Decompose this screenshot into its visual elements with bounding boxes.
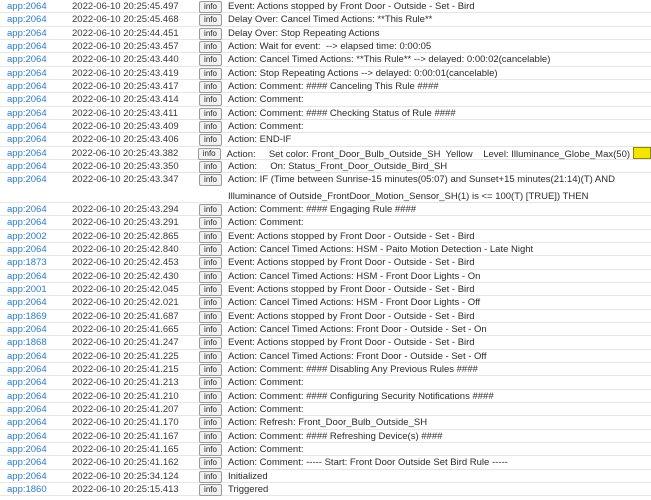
log-message-text: Action: Cancel Timed Actions: **This Rule** --> delayed: 0:00:02(cancelable) — [228, 54, 551, 66]
log-timestamp: 2022-06-10 20:25:43.350 — [72, 160, 179, 172]
log-level-badge: info — [199, 121, 222, 133]
log-timestamp: 2022-06-10 20:25:42.021 — [72, 297, 179, 309]
log-source-link[interactable]: app:1869 — [7, 310, 47, 322]
log-message-text: Action: On: Status_Front_Door_Outside_Bird_SH — [228, 160, 448, 172]
log-source-link[interactable]: app:2064 — [7, 147, 47, 159]
log-message-text: Action: Comment: ----- Start: Front Door Outside Set Bird Rule ----- — [228, 457, 508, 469]
log-row — [0, 310, 651, 323]
log-level-badge: info — [199, 471, 222, 483]
log-row — [0, 323, 651, 336]
log-level-cell — [196, 173, 225, 186]
log-message-text: Delay Over: Stop Repeating Actions — [228, 27, 380, 39]
log-row — [0, 256, 651, 269]
log-level-badge: info — [199, 284, 222, 296]
log-message — [225, 256, 651, 269]
log-message — [225, 430, 651, 443]
log-level-cell — [196, 160, 225, 173]
log-message-text: Action: Cancel Timed Actions: Front Door - Outside - Set - Off — [228, 350, 487, 362]
log-message-text: Action: Comment: — [228, 403, 304, 415]
log-message — [225, 203, 651, 216]
log-timestamp: 2022-06-10 20:25:41.165 — [72, 443, 179, 455]
log-message-text: Action: Comment: #### Configuring Security Notifications #### — [228, 390, 494, 402]
log-message-text: Event: Actions stopped by Front Door - Outside - Set - Bird — [228, 1, 475, 12]
log-level-badge: info — [199, 377, 222, 389]
log-message-text: Action: Comment: — [228, 94, 304, 106]
log-message — [225, 160, 651, 173]
log-row — [0, 173, 651, 203]
log-source-link[interactable]: app:2064 — [7, 203, 47, 215]
log-timestamp: 2022-06-10 20:25:43.382 — [71, 147, 179, 159]
log-timestamp: 2022-06-10 20:25:41.213 — [72, 377, 179, 389]
log-level-badge: info — [199, 1, 222, 13]
log-message-text: Action: Comment: — [228, 443, 304, 455]
log-level-badge: info — [199, 161, 222, 173]
log-level-badge: info — [198, 148, 221, 160]
log-row — [0, 203, 651, 216]
log-level-badge: info — [199, 174, 222, 186]
log-message — [224, 147, 651, 161]
log-timestamp: 2022-06-10 20:25:43.440 — [72, 54, 179, 66]
log-timestamp: 2022-06-10 20:25:43.417 — [72, 80, 179, 92]
log-message — [225, 283, 651, 296]
log-timestamp: 2022-06-10 20:25:43.294 — [72, 203, 179, 215]
log-timestamp: 2022-06-10 20:25:41.665 — [72, 323, 179, 335]
log-level-cell — [196, 216, 225, 229]
log-message-text: Action: Set color: Front_Door_Bulb_Outside_SH Yellow Level: Illuminance_Globe_Max(50) — [226, 148, 631, 160]
log-level-badge: info — [199, 108, 222, 120]
log-timestamp: 2022-06-10 20:25:43.347 — [72, 174, 179, 186]
log-row — [0, 296, 651, 309]
log-level-cell — [196, 336, 225, 349]
log-level-badge: info — [199, 244, 222, 256]
log-source-link[interactable]: app:2064 — [7, 377, 47, 389]
log-level-badge: info — [199, 364, 222, 376]
log-level-badge: info — [199, 231, 222, 243]
log-message-text: Action: Cancel Timed Actions: Front Door - Outside - Set - On — [228, 323, 487, 335]
log-level-cell — [196, 270, 225, 283]
log-timestamp: 2022-06-10 20:25:41.167 — [72, 430, 179, 442]
log-level-badge: info — [199, 444, 222, 456]
log-row — [0, 0, 651, 13]
log-source-link[interactable]: app:2064 — [7, 470, 47, 482]
log-message-text: Action: Comment: #### Checking Status of Rule #### — [228, 107, 456, 119]
log-level-badge: info — [199, 81, 222, 93]
log-source-link[interactable]: app:2002 — [7, 230, 47, 242]
log-row — [0, 107, 651, 120]
log-source-link[interactable]: app:2001 — [7, 283, 47, 295]
log-message — [225, 296, 651, 309]
log-level-cell — [196, 390, 225, 403]
log-source-link[interactable]: app:2064 — [7, 390, 47, 402]
log-source-link[interactable]: app:2064 — [7, 297, 47, 309]
log-source-link[interactable]: app:2064 — [7, 160, 47, 172]
log-level-cell — [196, 67, 225, 80]
log-message-text: Event: Actions stopped by Front Door - Outside - Set - Bird — [228, 337, 475, 349]
log-timestamp: 2022-06-10 20:25:44.451 — [72, 27, 179, 39]
log-level-badge: info — [199, 417, 222, 429]
log-level-badge: info — [199, 484, 222, 496]
log-level-cell — [196, 107, 225, 120]
log-message — [225, 470, 651, 483]
log-message-text: Triggered — [228, 483, 269, 495]
log-message — [225, 443, 651, 456]
log-source-link[interactable]: app:2064 — [7, 120, 47, 132]
log-level-cell — [196, 0, 225, 13]
log-timestamp: 2022-06-10 20:25:34.124 — [72, 470, 179, 482]
log-source-link[interactable]: app:2064 — [7, 417, 47, 429]
log-message-text: Action: Comment: #### Engaging Rule #### — [228, 203, 417, 215]
log-message — [225, 107, 651, 120]
log-timestamp: 2022-06-10 20:25:45.468 — [72, 14, 179, 26]
log-timestamp: 2022-06-10 20:25:15.413 — [72, 483, 179, 495]
log-message — [225, 323, 651, 336]
log-row — [0, 216, 651, 229]
log-message-text: Action: Comment: #### Refreshing Device(s) #### — [228, 430, 443, 442]
log-level-badge: info — [199, 41, 222, 53]
log-message — [225, 40, 651, 53]
log-level-cell — [196, 53, 225, 66]
log-message — [225, 456, 651, 469]
log-message-text: Action: Cancel Timed Actions: HSM - Front Door Lights - On — [228, 270, 481, 282]
log-timestamp: 2022-06-10 20:25:41.170 — [72, 417, 179, 429]
log-level-badge: info — [199, 297, 222, 309]
log-source-link[interactable]: app:2064 — [7, 270, 47, 282]
log-message — [225, 133, 651, 146]
log-row — [0, 133, 651, 146]
log-timestamp: 2022-06-10 20:25:41.207 — [72, 403, 179, 415]
log-source-link[interactable]: app:2064 — [7, 457, 47, 469]
log-timestamp: 2022-06-10 20:25:41.210 — [72, 390, 179, 402]
log-level-cell — [196, 230, 225, 243]
log-timestamp: 2022-06-10 20:25:43.411 — [72, 107, 178, 119]
color-swatch — [633, 147, 651, 159]
log-timestamp: 2022-06-10 20:25:43.409 — [72, 120, 179, 132]
log-source-link[interactable]: app:2064 — [7, 107, 47, 119]
log-row — [0, 13, 651, 26]
log-message — [225, 403, 651, 416]
log-message — [225, 216, 651, 229]
log-message-text: Action: Cancel Timed Actions: HSM - Front Door Lights - Off — [228, 297, 481, 309]
log-message — [225, 173, 651, 203]
log-message — [225, 270, 651, 283]
log-message — [225, 336, 651, 349]
log-level-badge: info — [199, 14, 222, 26]
log-message-line: Action: IF (Time between Sunrise-15 minutes(05:07) and Sunset+15 minutes(21:14)(T) AND — [228, 174, 615, 186]
log-level-cell — [196, 403, 225, 416]
log-message-text: Action: Comment: — [228, 120, 304, 132]
log-timestamp: 2022-06-10 20:25:42.840 — [72, 243, 179, 255]
log-timestamp: 2022-06-10 20:25:41.162 — [72, 457, 179, 469]
log-row — [0, 243, 651, 256]
log-message — [225, 80, 651, 93]
log-level-badge: info — [199, 391, 222, 403]
log-source-link[interactable]: app:2064 — [7, 217, 47, 229]
log-message-text: Initialized — [228, 470, 268, 482]
log-timestamp: 2022-06-10 20:25:41.225 — [72, 350, 179, 362]
log-message — [225, 363, 651, 376]
log-source-link[interactable]: app:2064 — [7, 14, 47, 26]
log-level-cell — [196, 470, 225, 483]
log-level-badge: info — [199, 351, 222, 363]
log-message — [225, 27, 651, 40]
log-level-badge: info — [199, 94, 222, 106]
log-level-badge: info — [199, 28, 222, 40]
log-timestamp: 2022-06-10 20:25:43.291 — [72, 217, 179, 229]
log-level-cell — [196, 80, 225, 93]
log-row — [0, 230, 651, 243]
log-row — [0, 403, 651, 416]
log-source-link[interactable]: app:2064 — [7, 323, 47, 335]
log-source-link[interactable]: app:2064 — [7, 243, 47, 255]
log-level-cell — [196, 376, 225, 389]
log-level-cell — [196, 243, 225, 256]
log-level-cell — [196, 443, 225, 456]
log-row — [0, 350, 651, 363]
log-source-link[interactable]: app:2064 — [7, 134, 47, 146]
log-level-cell — [196, 456, 225, 469]
log-message-text: Action: Comment: — [228, 217, 304, 229]
log-message-text: Action: END-IF — [228, 134, 292, 146]
log-message — [225, 483, 651, 496]
log-message-line: Illuminance of Outside_FrontDoor_Motion_Sensor_SH(1) is <= 100(T) [TRUE]) THEN — [228, 190, 589, 202]
log-message-text: Action: Stop Repeating Actions --> delayed: 0:00:01(cancelable) — [228, 67, 498, 79]
log-level-cell — [195, 147, 224, 160]
log-timestamp: 2022-06-10 20:25:41.687 — [72, 310, 179, 322]
log-row — [0, 376, 651, 389]
log-level-badge: info — [199, 337, 222, 349]
log-source-link[interactable]: app:2064 — [7, 80, 47, 92]
log-timestamp: 2022-06-10 20:25:41.215 — [72, 363, 179, 375]
log-source-link[interactable]: app:2064 — [7, 67, 47, 79]
log-row — [0, 443, 651, 456]
log-level-cell — [196, 296, 225, 309]
log-message — [225, 390, 651, 403]
log-timestamp: 2022-06-10 20:25:41.247 — [72, 337, 179, 349]
log-source-link[interactable]: app:2064 — [7, 443, 47, 455]
log-level-badge: info — [199, 257, 222, 269]
log-message-text: Event: Actions stopped by Front Door - Outside - Set - Bird — [228, 310, 475, 322]
log-level-badge: info — [199, 217, 222, 229]
log-message — [225, 243, 651, 256]
log-level-badge: info — [199, 68, 222, 80]
log-message-text: Event: Actions stopped by Front Door - Outside - Set - Bird — [228, 283, 475, 295]
log-source-link[interactable]: app:2064 — [7, 27, 47, 39]
log-row — [0, 27, 651, 40]
log-source-link[interactable]: app:2064 — [7, 174, 47, 186]
log-message-text: Delay Over: Cancel Timed Actions: **This Rule** — [228, 14, 433, 26]
log-row — [0, 456, 651, 469]
log-source-link[interactable]: app:2064 — [7, 363, 47, 375]
log-level-badge: info — [199, 324, 222, 336]
log-level-badge: info — [199, 311, 222, 323]
log-row — [0, 80, 651, 93]
log-timestamp: 2022-06-10 20:25:42.865 — [72, 230, 179, 242]
log-row — [0, 53, 651, 66]
log-level-cell — [196, 120, 225, 133]
log-level-cell — [196, 310, 225, 323]
log-timestamp: 2022-06-10 20:25:42.045 — [72, 283, 179, 295]
log-level-badge: info — [199, 457, 222, 469]
log-message-text: Action: Refresh: Front_Door_Bulb_Outside_SH — [228, 417, 428, 429]
log-level-badge: info — [199, 431, 222, 443]
log-message — [225, 53, 651, 66]
log-message — [225, 0, 651, 13]
log-message — [225, 350, 651, 363]
log-row — [0, 470, 651, 483]
log-row — [0, 430, 651, 443]
log-source-link[interactable]: app:2064 — [7, 54, 47, 66]
log-level-cell — [196, 416, 225, 429]
log-source-link[interactable]: app:2064 — [7, 1, 47, 12]
log-level-cell — [196, 430, 225, 443]
log-timestamp: 2022-06-10 20:25:42.453 — [72, 257, 179, 269]
log-message — [225, 310, 651, 323]
log-row — [0, 390, 651, 403]
log-level-cell — [196, 363, 225, 376]
log-level-cell — [196, 350, 225, 363]
log-source-link[interactable]: app:2064 — [7, 40, 47, 52]
log-level-badge: info — [199, 134, 222, 146]
log-message — [225, 120, 651, 133]
log-level-cell — [196, 483, 225, 496]
log-level-badge: info — [199, 54, 222, 66]
log-message-text: Action: Wait for event: --> elapsed time: 0:00:05 — [228, 40, 432, 52]
log-message-text: Action: Comment: #### Disabling Any Previous Rules #### — [228, 363, 478, 375]
log-timestamp: 2022-06-10 20:25:43.414 — [72, 94, 179, 106]
log-level-badge: info — [199, 271, 222, 283]
log-source-link[interactable]: app:2064 — [7, 94, 47, 106]
log-row — [0, 336, 651, 349]
log-level-cell — [196, 323, 225, 336]
log-message-text: Action: Comment: — [228, 377, 304, 389]
log-source-link[interactable]: app:1873 — [7, 257, 47, 269]
log-row — [0, 67, 651, 80]
log-row — [0, 93, 651, 106]
log-level-cell — [196, 256, 225, 269]
log-row — [0, 40, 651, 53]
log-row — [0, 283, 651, 296]
log-message — [225, 376, 651, 389]
log-level-cell — [196, 283, 225, 296]
log-message — [225, 93, 651, 106]
log-source-link[interactable]: app:1860 — [7, 483, 47, 495]
log-level-cell — [196, 133, 225, 146]
log-message — [225, 67, 651, 80]
log-message-text: Event: Actions stopped by Front Door - Outside - Set - Bird — [228, 230, 475, 242]
log-timestamp: 2022-06-10 20:25:43.419 — [72, 67, 179, 79]
log-message — [225, 13, 651, 26]
log-level-badge: info — [199, 204, 222, 216]
log-row — [0, 147, 651, 160]
log-source-link[interactable]: app:2064 — [7, 403, 47, 415]
log-row — [0, 120, 651, 133]
log-row — [0, 363, 651, 376]
log-row — [0, 270, 651, 283]
log-level-cell — [196, 40, 225, 53]
log-row — [0, 416, 651, 429]
log-message — [225, 416, 651, 429]
log-row — [0, 483, 651, 496]
log-timestamp: 2022-06-10 20:25:43.457 — [72, 40, 179, 52]
log-level-cell — [196, 93, 225, 106]
log-timestamp: 2022-06-10 20:25:45.497 — [72, 1, 179, 12]
log-row — [0, 160, 651, 173]
log-message-text: Event: Actions stopped by Front Door - Outside - Set - Bird — [228, 257, 475, 269]
log-level-badge: info — [199, 404, 222, 416]
log-source-link[interactable]: app:1868 — [7, 337, 47, 349]
log-timestamp: 2022-06-10 20:25:43.406 — [72, 134, 179, 146]
log-message-text: Action: Comment: #### Canceling This Rule #### — [228, 80, 439, 92]
log-level-cell — [196, 203, 225, 216]
log-source-link[interactable]: app:2064 — [7, 350, 47, 362]
log-level-cell — [196, 13, 225, 26]
log-level-cell — [196, 27, 225, 40]
log-timestamp: 2022-06-10 20:25:42.430 — [72, 270, 179, 282]
log-message-text: Action: Cancel Timed Actions: HSM - Paito Motion Detection - Late Night — [228, 243, 534, 255]
log-message — [225, 230, 651, 243]
log-source-link[interactable]: app:2064 — [7, 430, 47, 442]
